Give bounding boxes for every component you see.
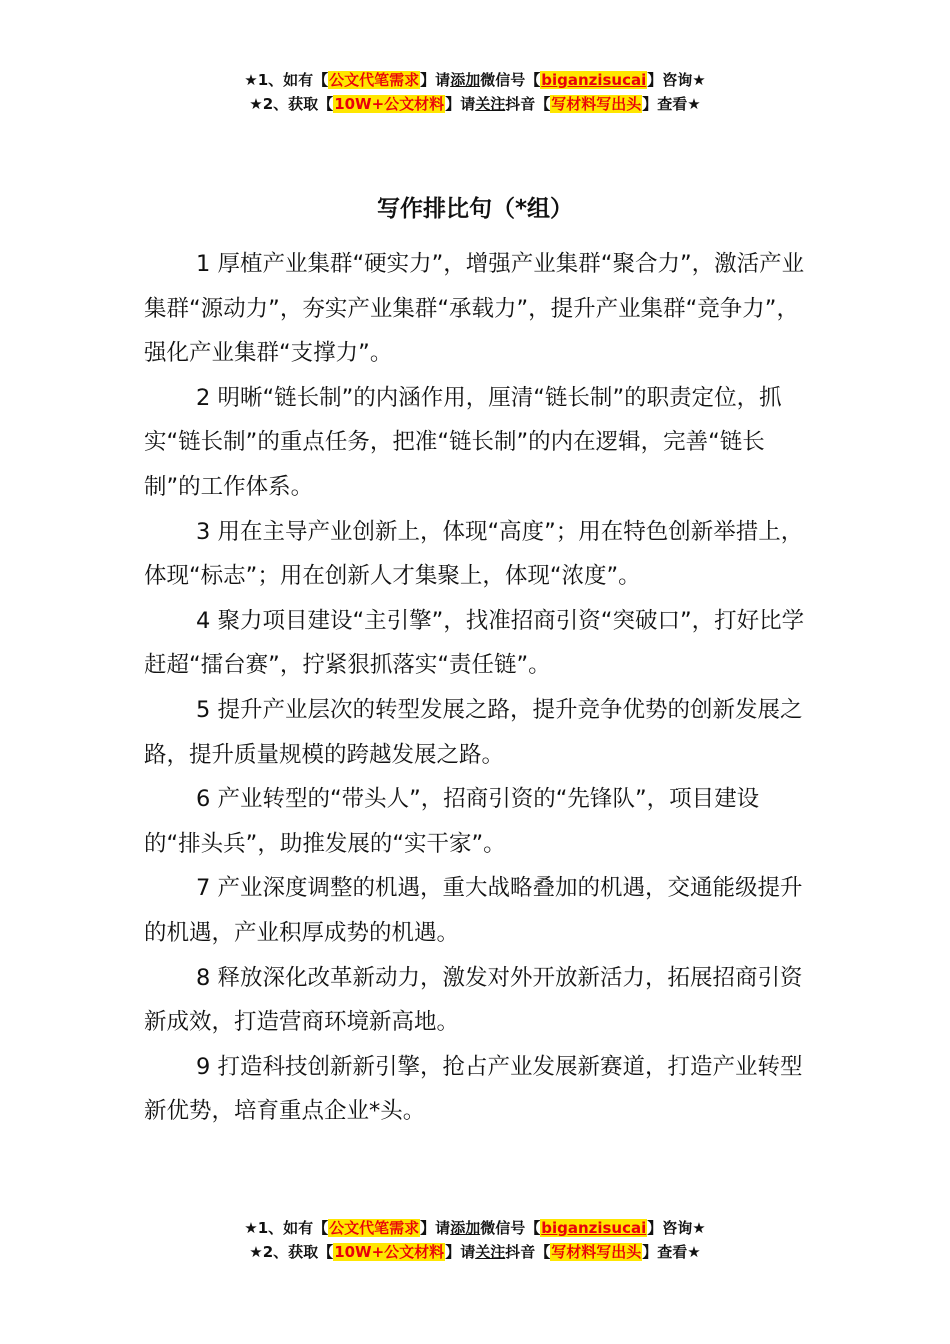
- service-highlight: 公文代笔需求: [329, 71, 420, 89]
- service-highlight: 公文代笔需求: [329, 1219, 420, 1237]
- banner-emphasis: 添加: [450, 1219, 481, 1237]
- wechat-id-link[interactable]: biganzisucai: [541, 71, 647, 89]
- paragraph-9: 9 打造科技创新新引擎，抢占产业发展新赛道，打造产业转型新优势，培育重点企业*头。: [144, 1053, 803, 1125]
- wechat-id-link[interactable]: biganzisucai: [541, 1219, 647, 1237]
- banner-text: ★2、获取【: [249, 95, 334, 113]
- banner-text: 】请: [420, 71, 451, 89]
- banner-text: 】请: [445, 95, 476, 113]
- materials-highlight: 10W+公文材料: [334, 95, 445, 113]
- header-banner: [0, 68, 950, 116]
- banner-text: 微信号【: [480, 71, 541, 89]
- banner-text: ★2、获取【: [249, 1243, 334, 1261]
- banner-text: 】查看★: [642, 95, 701, 113]
- footer-banner: [0, 1216, 950, 1264]
- paragraph-5: 5 提升产业层次的转型发展之路，提升竞争优势的创新发展之路，提升质量规模的跨越发展之路。: [144, 696, 803, 768]
- douyin-account-link[interactable]: 写材料写出头: [551, 95, 642, 113]
- banner-text: 抖音【: [505, 95, 551, 113]
- paragraph-1: 1 厚植产业集群“硬实力”，增强产业集群“聚合力”，激活产业集群“源动力”，夯实产业集群“承载力”，提升产业集群“竞争力”，强化产业集群“支撑力”。: [144, 251, 805, 367]
- banner-line-2: [0, 92, 950, 116]
- banner-line-2: [0, 1240, 950, 1264]
- banner-text: 】查看★: [642, 1243, 701, 1261]
- banner-text: 】请: [445, 1243, 476, 1261]
- document-body: [144, 242, 812, 1134]
- banner-text: 微信号【: [480, 1219, 541, 1237]
- banner-text: 】咨询★: [647, 71, 706, 89]
- banner-text: ★1、如有【: [244, 71, 329, 89]
- banner-text: 】请: [420, 1219, 451, 1237]
- paragraph-6: 6 产业转型的“带头人”，招商引资的“先锋队”，项目建设的“排头兵”，助推发展的“实干家”。: [144, 786, 760, 857]
- paragraph-3: 3 用在主导产业创新上，体现“高度”；用在特色创新举措上，体现“标志”；用在创新人才集聚上，体现“浓度”。: [144, 518, 804, 590]
- banner-text: 抖音【: [505, 1243, 551, 1261]
- document-title: 写作排比句（*组）: [376, 196, 574, 222]
- paragraph-7: 7 产业深度调整的机遇，重大战略叠加的机遇，交通能级提升的机遇，产业积厚成势的机遇。: [144, 875, 803, 946]
- banner-emphasis: 添加: [450, 71, 481, 89]
- banner-text: ★1、如有【: [244, 1219, 329, 1237]
- paragraph-2: 2 明晰“链长制”的内涵作用，厘清“链长制”的职责定位，抓实“链长制”的重点任务，把准“链长制”的内在逻辑，完善“链长制”的工作体系。: [144, 384, 782, 500]
- banner-emphasis: 关注: [475, 1243, 506, 1261]
- paragraph-4: 4 聚力项目建设“主引擎”，找准招商引资“突破口”，打好比学赶超“擂台赛”，拧紧狠抓落实“责任链”。: [144, 607, 805, 679]
- banner-emphasis: 关注: [475, 95, 506, 113]
- paragraph-8: 8 释放深化改革新动力，激发对外开放新活力，拓展招商引资新成效，打造营商环境新高地。: [144, 964, 803, 1036]
- banner-line-1: [0, 68, 950, 92]
- materials-highlight: 10W+公文材料: [334, 1243, 445, 1261]
- banner-line-1: [0, 1216, 950, 1240]
- douyin-account-link[interactable]: 写材料写出头: [551, 1243, 642, 1261]
- banner-text: 】咨询★: [647, 1219, 706, 1237]
